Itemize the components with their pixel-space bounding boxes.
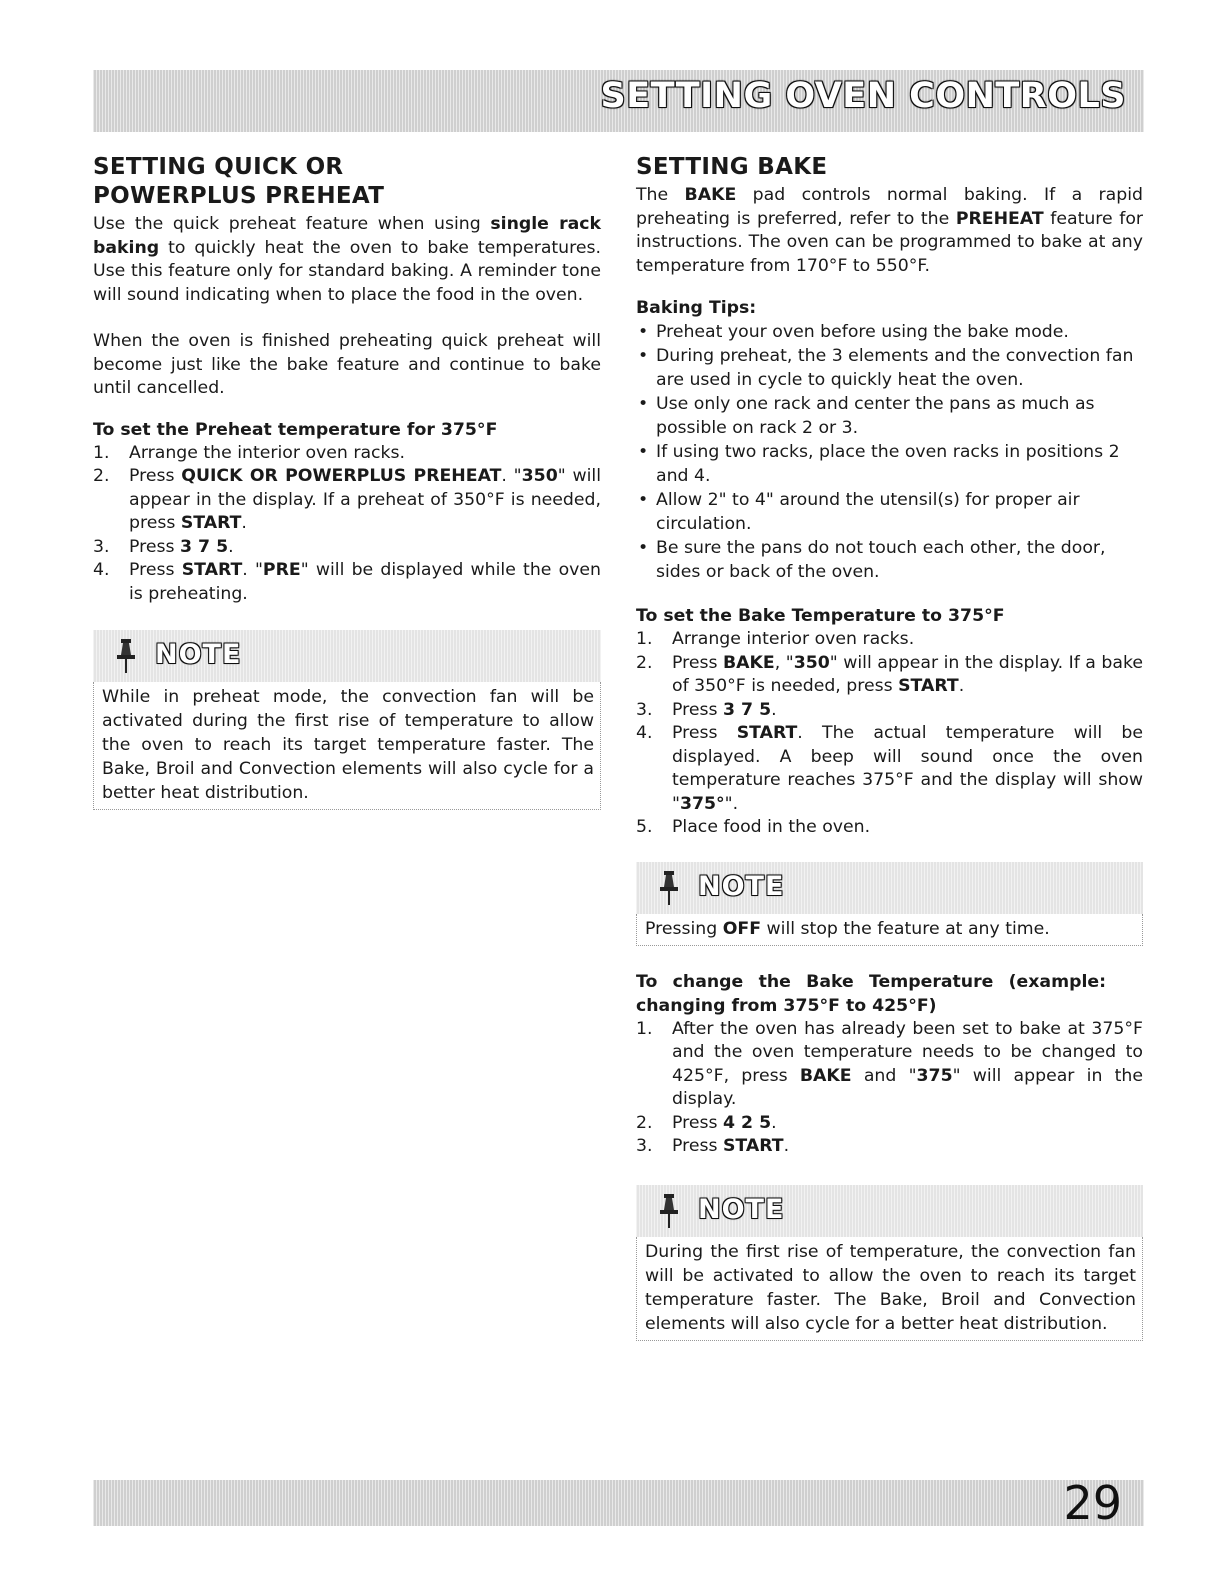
baking-tips-list (636, 320, 1143, 584)
change-temp-title: To change the Bake Temperature (example: changing from 375°F to 425°F) (636, 971, 1106, 1016)
note-box-convection (636, 1185, 1143, 1341)
page-title: SETTING OVEN CONTROLS (600, 76, 1126, 116)
setting-bake-intro: The BAKE pad controls normal baking. If a rapid preheating is preferred, refer to the PREHEAT feature for instructions. The oven can be programmed to bake at any temperature from 170°F to 550°F. (636, 185, 1143, 276)
preheat-steps-title: To set the Preheat temperature for 375°F (93, 419, 498, 440)
list-item: 1. Arrange the interior oven racks. (93, 442, 406, 463)
list-item: • Preheat your oven before using the bake mode. (636, 320, 1143, 344)
note-label: NOTE (155, 639, 242, 670)
list-item: 3. Press START. (636, 1136, 790, 1156)
list-item: 1. After the oven has already been set to bake at 375°F and the oven temperature needs to be changed to 425°F, press BAKE and "375" will appear in the display. (636, 1018, 1143, 1109)
list-item: 4. Press START. "PRE" will be displayed while the oven is preheating. (93, 560, 601, 604)
list-item: 3. Press 3 7 5. (93, 536, 234, 557)
list-item: • During preheat, the 3 elements and the convection fan are used in cycle to quickly heat the oven. (636, 344, 1143, 392)
list-item: • If using two racks, place the oven racks in positions 2 and 4. (636, 440, 1143, 488)
note-text: During the first rise of temperature, the convection fan will be activated to allow the oven to reach its target temperature faster. The Bake, Broil and Convection elements will also cycle for a better heat distribution. (645, 1241, 1136, 1334)
change-temp-steps-list (636, 1018, 1143, 1159)
section-heading-setting-bake: SETTING BAKE (636, 154, 828, 180)
baking-tips-title: Baking Tips: (636, 298, 757, 318)
list-item: 2. Press 4 2 5. (636, 1112, 777, 1133)
bake-steps-title: To set the Bake Temperature to 375°F (636, 606, 1005, 626)
list-item: 3. Press 3 7 5. (636, 699, 777, 720)
footer-band (93, 1476, 1144, 1530)
pushpin-icon (658, 870, 680, 906)
note-body (636, 1237, 1143, 1341)
pushpin-icon (658, 1193, 680, 1229)
note-body (636, 914, 1143, 946)
section-heading-quick-preheat: SETTING QUICK OR POWERPLUS PREHEAT (93, 154, 385, 209)
note-label: NOTE (698, 870, 785, 902)
note-header (636, 1185, 1143, 1237)
pushpin-icon (115, 638, 137, 674)
page-number: 29 (1063, 1476, 1122, 1530)
list-item: • Be sure the pans do not touch each other, the door, sides or back of the oven. (636, 536, 1143, 584)
note-box-preheat (93, 630, 601, 810)
list-item: 2. Press BAKE, "350" will appear in the display. If a bake of 350°F is needed, press START. (636, 652, 1143, 696)
quick-preheat-intro: Use the quick preheat feature when using single rack baking to quickly heat the oven to bake temperatures. Use this feature only for standard baking. A reminder tone will sound indicating when to place the food in the oven. (93, 214, 601, 305)
list-item: • Use only one rack and center the pans as much as possible on rack 2 or 3. (636, 392, 1143, 440)
list-item: 4. Press START. The actual temperature will be displayed. A beep will sound once the oven temperature reaches 375°F and the display will show "375°". (636, 723, 1143, 814)
note-box-off (636, 862, 1143, 946)
list-item: 2. Press QUICK OR POWERPLUS PREHEAT. "350" will appear in the display. If a preheat of 350°F is needed, press START. (93, 466, 601, 533)
list-item: • Allow 2" to 4" around the utensil(s) for proper air circulation. (636, 488, 1143, 536)
note-header (636, 862, 1143, 914)
right-column (636, 153, 1143, 1341)
list-item: 5. Place food in the oven. (636, 817, 871, 837)
note-header (93, 630, 601, 682)
preheat-steps-list (93, 442, 601, 607)
bake-steps-list (636, 628, 1143, 840)
list-item: 1. Arrange interior oven racks. (636, 629, 915, 649)
note-label: NOTE (698, 1193, 785, 1225)
left-column (93, 153, 601, 810)
note-text: While in preheat mode, the convection fan will be activated during the first rise of temperature to allow the oven to reach its target temperature faster. The Bake, Broil and Convection elements will also cycle for a better heat distribution. (102, 687, 594, 803)
note-body (93, 682, 601, 810)
quick-preheat-para2: When the oven is finished preheating quick preheat will become just like the bake feature and continue to bake until cancelled. (93, 331, 601, 398)
header-band (93, 70, 1144, 132)
note-text: Pressing OFF will stop the feature at any time. (645, 918, 1050, 939)
